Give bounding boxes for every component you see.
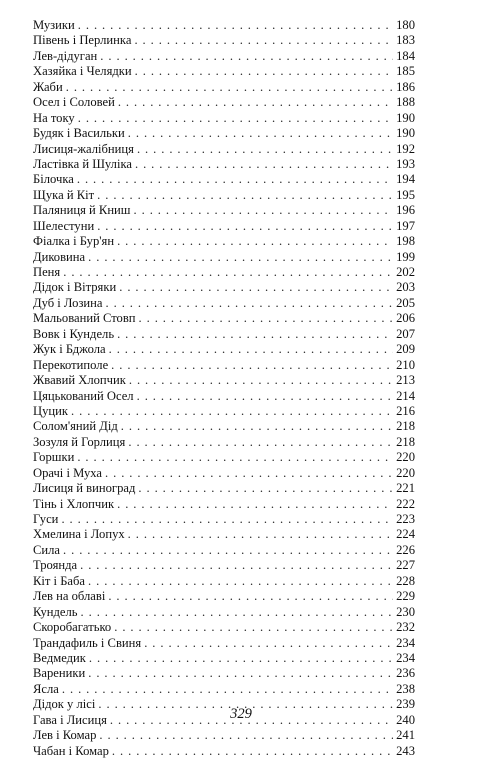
toc-entry-page: 218 bbox=[396, 419, 415, 434]
toc-entry bbox=[33, 157, 415, 172]
toc-entry-title: Будяк і Васильки bbox=[33, 126, 125, 141]
toc-entry bbox=[33, 620, 415, 635]
toc-entry-page: 220 bbox=[396, 465, 415, 480]
dot-leader bbox=[71, 404, 393, 419]
toc-entry-page: 214 bbox=[396, 388, 415, 403]
dot-leader bbox=[134, 33, 393, 48]
toc-entry-title: Жук і Бджола bbox=[33, 342, 106, 357]
toc-entry-title: Солом'яний Дід bbox=[33, 419, 118, 434]
toc-entry bbox=[33, 744, 415, 759]
toc-entry-page: 203 bbox=[396, 280, 415, 295]
toc-entry bbox=[33, 605, 415, 620]
toc-entry-title: Троянда bbox=[33, 558, 78, 573]
dot-leader bbox=[117, 497, 393, 512]
toc-entry bbox=[33, 497, 415, 512]
dot-leader bbox=[128, 435, 393, 450]
toc-entry-page: 184 bbox=[396, 48, 415, 63]
toc-entry-title: Хмелина і Лопух bbox=[33, 527, 125, 542]
dot-leader bbox=[119, 280, 393, 295]
dot-leader bbox=[62, 682, 393, 697]
dot-leader bbox=[89, 651, 393, 666]
toc-entry-page: 243 bbox=[396, 743, 415, 758]
toc-entry bbox=[33, 358, 415, 373]
toc-entry-page: 209 bbox=[396, 342, 415, 357]
dot-leader bbox=[108, 589, 393, 604]
dot-leader bbox=[106, 296, 394, 311]
toc-entry bbox=[33, 342, 415, 357]
toc-entry-title: Дідок у лісі bbox=[33, 697, 96, 712]
table-of-contents bbox=[33, 18, 415, 759]
toc-entry bbox=[33, 95, 415, 110]
dot-leader bbox=[114, 620, 393, 635]
toc-entry-title: Лисиця й виноград bbox=[33, 481, 136, 496]
toc-entry-page: 186 bbox=[396, 79, 415, 94]
dot-leader bbox=[121, 419, 393, 434]
dot-leader bbox=[137, 389, 393, 404]
toc-entry bbox=[33, 558, 415, 573]
toc-entry-page: 218 bbox=[396, 434, 415, 449]
toc-entry-title: Перекотиполе bbox=[33, 357, 109, 372]
toc-entry bbox=[33, 250, 415, 265]
toc-entry bbox=[33, 296, 415, 311]
dot-leader bbox=[144, 636, 393, 651]
toc-entry bbox=[33, 126, 415, 141]
toc-entry-title: Лев на облаві bbox=[33, 589, 106, 604]
toc-entry-page: 213 bbox=[396, 373, 415, 388]
toc-entry-page: 229 bbox=[396, 589, 415, 604]
toc-entry-title: Орачі і Муха bbox=[33, 465, 103, 480]
toc-entry bbox=[33, 33, 415, 48]
toc-entry-page: 236 bbox=[396, 666, 415, 681]
toc-entry-title: Хазяйка і Челядки bbox=[33, 64, 132, 79]
toc-entry-page: 190 bbox=[396, 110, 415, 125]
toc-entry-page: 197 bbox=[396, 218, 415, 233]
dot-leader bbox=[117, 234, 393, 249]
toc-entry-title: Чабан і Комар bbox=[33, 743, 109, 758]
toc-entry-title: Вовк і Кундель bbox=[33, 326, 115, 341]
toc-entry-title: Ластівка й Шуліка bbox=[33, 156, 132, 171]
toc-entry-title: На току bbox=[33, 110, 75, 125]
dot-leader bbox=[109, 342, 393, 357]
toc-entry bbox=[33, 80, 415, 95]
dot-leader bbox=[88, 250, 393, 265]
toc-entry-page: 194 bbox=[396, 172, 415, 187]
toc-entry bbox=[33, 666, 415, 681]
toc-entry-title: Зозуля й Горлиця bbox=[33, 434, 126, 449]
toc-entry-page: 239 bbox=[396, 697, 415, 712]
dot-leader bbox=[63, 265, 393, 280]
toc-entry-page: 223 bbox=[396, 512, 415, 526]
toc-entry bbox=[33, 111, 415, 126]
toc-entry bbox=[33, 389, 415, 404]
page-number-footer: 329 bbox=[230, 706, 252, 722]
toc-entry-page: 195 bbox=[396, 187, 415, 202]
toc-entry bbox=[33, 636, 415, 651]
toc-entry-title: Півень і Перлинка bbox=[33, 33, 132, 48]
toc-entry bbox=[33, 311, 415, 326]
toc-entry-title: Сила bbox=[33, 542, 61, 557]
toc-entry-page: 241 bbox=[396, 728, 415, 743]
toc-entry-page: 185 bbox=[396, 64, 415, 79]
toc-entry-page: 188 bbox=[396, 95, 415, 110]
toc-entry-page: 190 bbox=[396, 126, 415, 141]
toc-entry-title: Ясла bbox=[33, 681, 59, 696]
toc-entry bbox=[33, 466, 415, 481]
toc-entry bbox=[33, 203, 415, 218]
toc-entry-title: Жаби bbox=[33, 79, 63, 94]
toc-entry-page: 216 bbox=[396, 403, 415, 418]
toc-entry bbox=[33, 219, 415, 234]
toc-entry bbox=[33, 172, 415, 187]
dot-leader bbox=[112, 744, 393, 759]
toc-entry-page: 224 bbox=[396, 527, 415, 542]
dot-leader bbox=[80, 558, 393, 573]
dot-leader bbox=[61, 512, 393, 527]
toc-entry bbox=[33, 404, 415, 419]
dot-leader bbox=[134, 203, 394, 218]
dot-leader bbox=[88, 574, 393, 589]
dot-leader bbox=[117, 327, 393, 342]
toc-entry bbox=[33, 419, 415, 434]
dot-leader bbox=[128, 126, 393, 141]
toc-entry bbox=[33, 574, 415, 589]
toc-entry bbox=[33, 265, 415, 280]
toc-entry bbox=[33, 728, 415, 743]
dot-leader bbox=[81, 605, 393, 620]
toc-entry bbox=[33, 327, 415, 342]
toc-entry-title: Трандафиль і Свиня bbox=[33, 635, 142, 650]
toc-entry-page: 232 bbox=[396, 620, 415, 635]
toc-entry bbox=[33, 589, 415, 604]
toc-entry bbox=[33, 234, 415, 249]
dot-leader bbox=[138, 481, 393, 496]
dot-leader bbox=[88, 666, 393, 681]
toc-entry-page: 180 bbox=[396, 18, 415, 32]
toc-entry-page: 234 bbox=[396, 635, 415, 650]
toc-entry-page: 202 bbox=[396, 265, 415, 279]
dot-leader bbox=[105, 466, 393, 481]
toc-entry-title: Цуцик bbox=[33, 403, 68, 418]
toc-entry-title: Фіалка і Бур'ян bbox=[33, 234, 115, 249]
toc-entry-title: Горшки bbox=[33, 450, 75, 465]
dot-leader bbox=[78, 18, 393, 33]
toc-entry-title: Лев-дідуган bbox=[33, 48, 98, 63]
dot-leader bbox=[135, 64, 393, 79]
toc-entry bbox=[33, 450, 415, 465]
toc-entry-page: 227 bbox=[396, 558, 415, 573]
dot-leader bbox=[128, 527, 393, 542]
toc-entry-page: 222 bbox=[396, 496, 415, 511]
toc-entry-title: Гава і Лисиця bbox=[33, 712, 107, 727]
toc-entry-title: Мальований Стовп bbox=[33, 311, 136, 326]
toc-entry-page: 193 bbox=[396, 156, 415, 171]
dot-leader bbox=[97, 219, 393, 234]
toc-entry-title: Скоробагатько bbox=[33, 620, 112, 635]
toc-entry bbox=[33, 280, 415, 295]
toc-entry bbox=[33, 49, 415, 64]
toc-entry-title: Кіт і Баба bbox=[33, 573, 86, 588]
toc-entry-title: Жвавий Хлопчик bbox=[33, 373, 126, 388]
toc-entry-title: Паляниця й Книш bbox=[33, 203, 131, 218]
dot-leader bbox=[137, 142, 393, 157]
toc-entry-page: 221 bbox=[396, 481, 415, 496]
toc-entry-title: Гуси bbox=[33, 512, 59, 526]
toc-entry bbox=[33, 64, 415, 79]
toc-entry bbox=[33, 512, 415, 527]
toc-entry-title: Лисиця-жалібниця bbox=[33, 141, 134, 156]
toc-entry bbox=[33, 651, 415, 666]
dot-leader bbox=[63, 543, 393, 558]
toc-entry-title: Дуб і Лозина bbox=[33, 295, 103, 310]
toc-entry-page: 240 bbox=[396, 712, 415, 727]
toc-entry-page: 206 bbox=[396, 311, 415, 326]
toc-entry bbox=[33, 682, 415, 697]
dot-leader bbox=[78, 111, 393, 126]
dot-leader bbox=[77, 172, 393, 187]
dot-leader bbox=[129, 373, 393, 388]
toc-entry-page: 234 bbox=[396, 650, 415, 665]
toc-entry-title: Цяцькований Осел bbox=[33, 388, 134, 403]
toc-entry-title: Лев і Комар bbox=[33, 728, 97, 743]
toc-entry-page: 198 bbox=[396, 234, 415, 249]
dot-leader bbox=[77, 450, 393, 465]
toc-entry-title: Музики bbox=[33, 18, 75, 32]
toc-entry bbox=[33, 188, 415, 203]
toc-entry bbox=[33, 435, 415, 450]
toc-entry-page: 228 bbox=[396, 573, 415, 588]
dot-leader bbox=[66, 80, 393, 95]
toc-entry-page: 210 bbox=[396, 357, 415, 372]
toc-entry-title: Білочка bbox=[33, 172, 74, 187]
toc-entry bbox=[33, 18, 415, 33]
dot-leader bbox=[100, 49, 393, 64]
toc-entry-title: Шелестуни bbox=[33, 218, 95, 233]
toc-entry bbox=[33, 373, 415, 388]
toc-entry-page: 207 bbox=[396, 326, 415, 341]
toc-entry-page: 238 bbox=[396, 681, 415, 696]
dot-leader bbox=[139, 311, 393, 326]
toc-entry bbox=[33, 481, 415, 496]
dot-leader bbox=[97, 188, 393, 203]
toc-entry-page: 183 bbox=[396, 33, 415, 48]
toc-entry-title: Тінь і Хлопчик bbox=[33, 496, 115, 511]
toc-entry-page: 196 bbox=[396, 203, 415, 218]
toc-entry bbox=[33, 142, 415, 157]
toc-entry-title: Диковина bbox=[33, 249, 86, 264]
toc-entry-page: 220 bbox=[396, 450, 415, 465]
toc-entry-title: Ведмедик bbox=[33, 650, 86, 665]
dot-leader bbox=[118, 95, 393, 110]
toc-entry-page: 226 bbox=[396, 542, 415, 557]
toc-entry-title: Вареники bbox=[33, 666, 86, 681]
toc-entry-title: Кундель bbox=[33, 604, 78, 619]
toc-entry-title: Пеня bbox=[33, 265, 61, 279]
toc-entry bbox=[33, 527, 415, 542]
dot-leader bbox=[99, 728, 393, 743]
toc-entry-title: Дідок і Вітряки bbox=[33, 280, 117, 295]
toc-entry-page: 192 bbox=[396, 141, 415, 156]
toc-entry-page: 199 bbox=[396, 249, 415, 264]
dot-leader bbox=[111, 358, 393, 373]
toc-entry-page: 205 bbox=[396, 295, 415, 310]
toc-entry-title: Щука й Кіт bbox=[33, 187, 95, 202]
toc-entry-page: 230 bbox=[396, 604, 415, 619]
dot-leader bbox=[135, 157, 393, 172]
toc-entry-title: Осел і Соловей bbox=[33, 95, 115, 110]
toc-entry bbox=[33, 543, 415, 558]
